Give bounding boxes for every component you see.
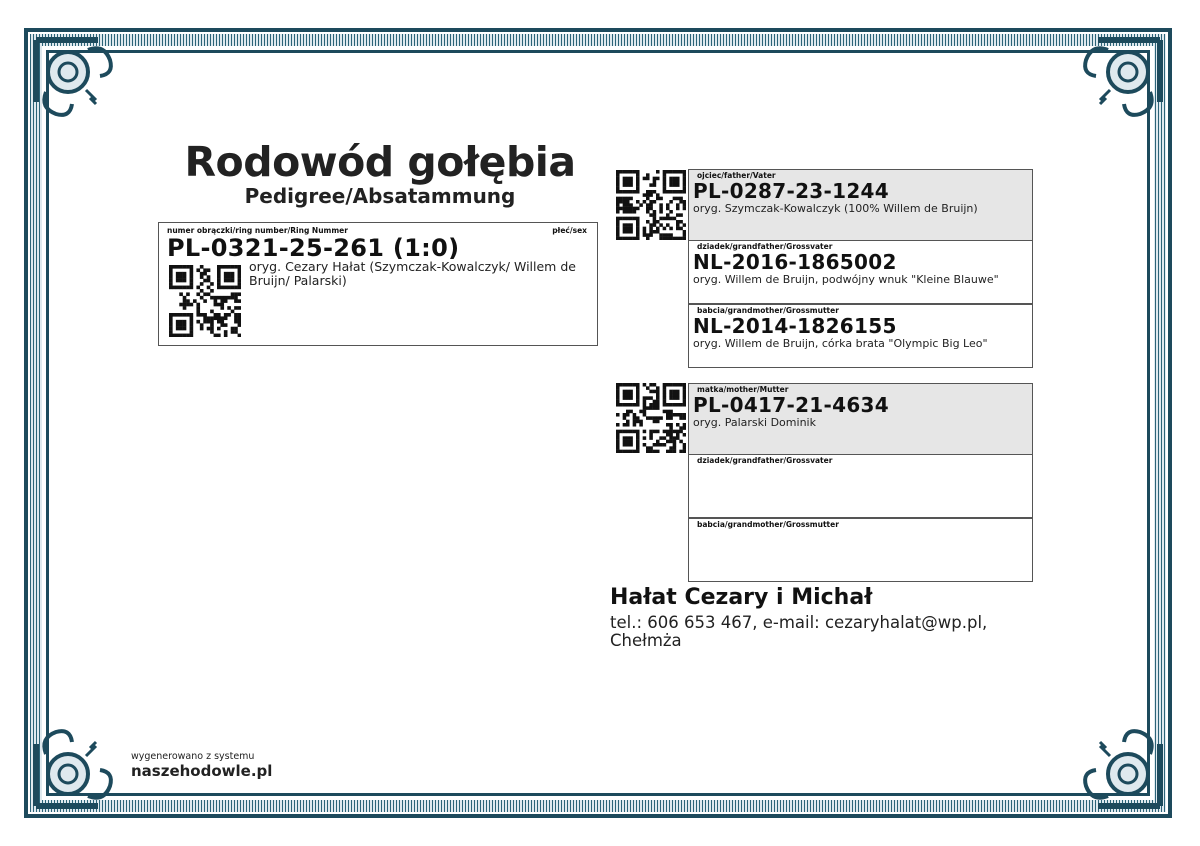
paternal-grandmother-ring-number: NL-2014-1826155 bbox=[693, 314, 897, 338]
certificate-subtitle: Pedigree/Absatammung bbox=[244, 184, 516, 208]
ornament-corner-top-right-icon bbox=[1072, 32, 1168, 128]
bird-origin: oryg. Cezary Hałat (Szymczak-Kowalczyk/ Willem de Bruijn/ Palarski) bbox=[249, 259, 576, 288]
mother-qr-code-icon bbox=[616, 383, 686, 453]
bird-ring-number: PL-0321-25-261 (1:0) bbox=[167, 234, 460, 262]
generator-site-link[interactable]: naszehodowle.pl bbox=[131, 762, 273, 780]
bird-qr-code-icon bbox=[169, 265, 241, 337]
ornament-corner-bottom-left-icon bbox=[28, 718, 124, 814]
father-box bbox=[688, 169, 1033, 241]
mother-origin: oryg. Palarski Dominik bbox=[693, 416, 816, 429]
father-origin: oryg. Szymczak-Kowalczyk (100% Willem de Bruijn) bbox=[693, 202, 978, 215]
father-ring-number: PL-0287-23-1244 bbox=[693, 179, 889, 203]
maternal-grandfather-label: dziadek/grandfather/Grossvater bbox=[697, 456, 833, 465]
maternal-grandmother-box bbox=[688, 518, 1033, 582]
maternal-grandmother-label: babcia/grandmother/Grossmutter bbox=[697, 520, 839, 529]
paternal-grandfather-origin: oryg. Willem de Bruijn, podwójny wnuk "Kleine Blauwe" bbox=[693, 273, 999, 286]
father-label: ojciec/father/Vater bbox=[697, 171, 776, 180]
owner-name: Hałat Cezary i Michał bbox=[610, 585, 873, 610]
paternal-grandfather-label: dziadek/grandfather/Grossvater bbox=[697, 242, 833, 251]
ornament-corner-bottom-right-icon bbox=[1072, 718, 1168, 814]
sex-label: płeć/sex bbox=[552, 226, 587, 235]
paternal-grandmother-label: babcia/grandmother/Grossmutter bbox=[697, 306, 839, 315]
owner-contact: tel.: 606 653 467, e-mail: cezaryhalat@wp.pl, Chełmża bbox=[610, 613, 988, 650]
mother-ring-number: PL-0417-21-4634 bbox=[693, 393, 889, 417]
paternal-grandfather-box bbox=[688, 240, 1033, 304]
paternal-grandmother-origin: oryg. Willem de Bruijn, córka brata "Olympic Big Leo" bbox=[693, 337, 988, 350]
ring-number-label: numer obrączki/ring number/Ring Nummer bbox=[167, 226, 348, 235]
father-qr-code-icon bbox=[616, 170, 686, 240]
ornament-corner-top-left-icon bbox=[28, 32, 124, 128]
certificate-title: Rodowód gołębia bbox=[184, 138, 576, 186]
maternal-grandfather-box bbox=[688, 454, 1033, 518]
paternal-grandfather-ring-number: NL-2016-1865002 bbox=[693, 250, 897, 274]
paternal-grandmother-box bbox=[688, 304, 1033, 368]
mother-label: matka/mother/Mutter bbox=[697, 385, 789, 394]
bird-info-box bbox=[158, 222, 598, 346]
generated-by-label: wygenerowano z systemu bbox=[131, 751, 255, 762]
mother-box bbox=[688, 383, 1033, 455]
